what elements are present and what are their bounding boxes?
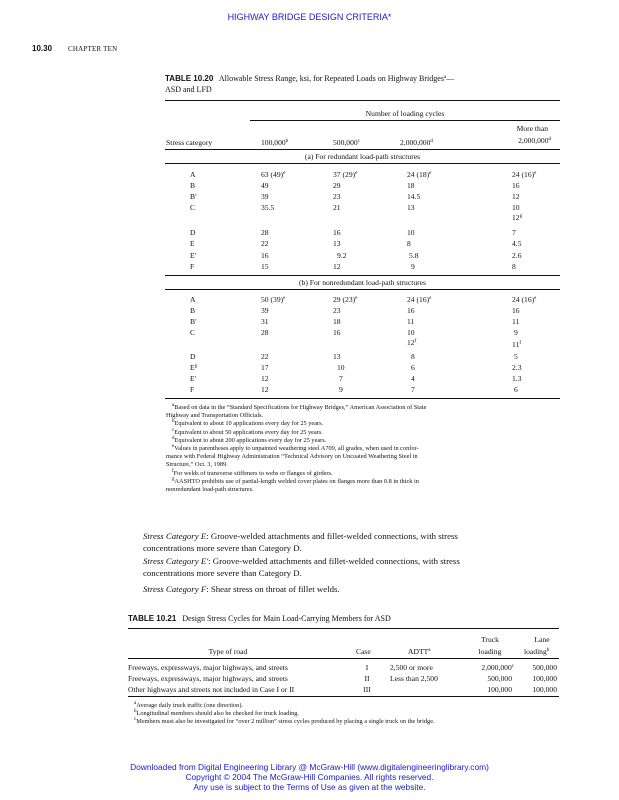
col-adtt: ADTT$^a$	[408, 647, 431, 656]
table-cell: 2.3	[512, 363, 522, 372]
caption-dash: —	[446, 74, 455, 83]
table-cell: 2,000,000$^c$	[481, 663, 514, 672]
table-cell: 13	[333, 352, 341, 361]
table-cell: 21	[333, 203, 341, 212]
table-cell: 2.6	[512, 251, 522, 260]
table-cell: 18	[333, 317, 341, 326]
table-row-cat: B′	[190, 192, 197, 201]
table-cell: 5.8	[409, 251, 419, 260]
table-cell: 7	[339, 374, 343, 383]
table-cell: III	[363, 685, 371, 694]
group-header: Number of loading cycles	[365, 109, 445, 118]
table-row-type: Freeways, expressways, major highways, and streets	[128, 674, 288, 683]
table-cell: 12	[261, 374, 269, 383]
table-row-cat: D	[190, 228, 196, 237]
table-cell: 7	[512, 228, 516, 237]
table-rule-head	[165, 149, 560, 150]
table-cell: 23	[333, 306, 341, 315]
col-type-of-road: Type of road	[208, 647, 248, 656]
paragraph-stress-category-e-prime: Stress Category E′: Groove-welded attachments and fillet-welded connections, with stress concentrations more severe than Category D.	[143, 556, 460, 578]
caption-text: Design Stress Cycles for Main Load-Carrying Members for ASD	[182, 614, 391, 623]
table-cell: 12	[261, 385, 269, 394]
table-10-21-footnotes: $^a$Average daily truck traffic (one direction). $^b$Longitudinal members should also be checked for truck loading. $^c$Members must also be investigated for “over 2 million” stress cycles produced by placing a single truck on the bridge.	[134, 701, 435, 726]
table-rule-group	[250, 120, 560, 121]
paragraph-stress-category-e: Stress Category E: Groove-welded attachments and fillet-welded connections, with stress concentrations more severe than Category D.	[143, 531, 458, 553]
table-cell: 39	[261, 306, 269, 315]
footer-terms-link[interactable]: Any use is subject to the Terms of Use as given at the website.	[193, 782, 426, 792]
paragraph-stress-category-f: Stress Category F: Shear stress on throat of fillet welds.	[143, 584, 340, 594]
table-cell: 9	[514, 328, 518, 337]
table-cell: 11	[407, 317, 415, 326]
table-cell: 23	[333, 192, 341, 201]
table-cell: 8	[512, 262, 516, 271]
footer-download-link[interactable]: Downloaded from Digital Engineering Library @ McGraw-Hill (www.digitalengineeringlibrary.com)	[130, 762, 489, 772]
table-cell: 16	[261, 251, 269, 260]
col-case: Case	[356, 647, 371, 656]
col-2000000: 2,000,000$^d$	[400, 138, 433, 147]
table2-rule-top	[128, 628, 559, 629]
table-cell: 31	[261, 317, 269, 326]
table-cell: 18	[407, 181, 415, 190]
table-cell: 16	[333, 228, 341, 237]
table-row-cat: C	[190, 328, 196, 337]
table-cell: 15	[261, 262, 269, 271]
page-number: 10.30	[32, 44, 53, 53]
table-row-cat: D	[190, 352, 196, 361]
table-cell: 1.3	[512, 374, 522, 383]
table-row-cat: E′	[190, 251, 197, 260]
table-row-cat: E′	[190, 374, 197, 383]
section-a-label: (a) For redundant load-path structures	[304, 152, 421, 161]
table-row-cat: F	[190, 385, 195, 394]
table-row-cat: B	[190, 181, 196, 190]
table-cell: 11	[512, 317, 520, 326]
col-lane: Lane	[534, 635, 550, 644]
table-cell: 13	[407, 203, 415, 212]
table-cell: 29 $(23)^e$	[333, 295, 358, 304]
col-stress-category: Stress category	[166, 138, 213, 147]
table-cell: 12$^g$	[512, 213, 523, 222]
table-rule-top	[165, 100, 560, 101]
table-cell: Less than 2,500	[390, 674, 438, 683]
table-cell: 37 $(29)^e$	[333, 170, 358, 179]
col-more-than: More than	[516, 124, 548, 133]
table-cell: 24 $(18)^e$	[407, 170, 432, 179]
footer-copyright: Copyright © 2004 The McGraw-Hill Companies. All rights reserved.	[185, 772, 434, 782]
col-truck: Truck	[481, 635, 499, 644]
table2-rule-bottom	[128, 696, 559, 697]
table-cell: 49	[261, 181, 269, 190]
table-row-cat: A	[190, 295, 196, 304]
table-row-cat: E	[190, 239, 195, 248]
table-cell: 24 $(16)^e$	[512, 295, 537, 304]
col-more-than-value: 2,000,000$^d$	[518, 136, 551, 145]
table-10-20-footnotes: $^a$Based on data in the “Standard Specifications for Highway Bridges,” American Association of State Highway and Transportation Officials. $^b$Equivalent to about 10 applications every day for 25 years. $^c$Equivalent to about 50 applications every day for 25 years. $^d$Equivalent to about 200 applications every day for 25 years. $^e$Values in parentheses apply to unpainted weathering steel A709, all grades, when used in confor- mance with Federal Highway Administration “Technical Advisory on Uncoated Weathering Steel in Structure,” Oct. 3, 1989. $^f$For welds of transverse stiffeners to webs or flanges of girders. $^g$AASHTO prohibits use of partial-length welded cover plates on flanges more than 0.8 in thick in nonredundant load-path structures.	[166, 403, 427, 494]
table-cell: 16	[333, 328, 341, 337]
table-cell: 13	[333, 239, 341, 248]
table-cell: 17	[261, 363, 269, 372]
table-row-cat: F	[190, 262, 195, 271]
table-label: TABLE 10.21	[128, 614, 177, 623]
table-cell: 28	[261, 328, 269, 337]
table-cell: 28	[261, 228, 269, 237]
table-cell: 8	[407, 239, 411, 248]
table-row-type: Other highways and streets not included in Case I or II	[128, 685, 295, 694]
table-cell: 12$^f$	[407, 338, 417, 347]
table-cell: 22	[261, 352, 269, 361]
section-b-label: (b) For nonredundant load-path structures	[299, 278, 426, 287]
table-cell: 8	[411, 352, 415, 361]
table-cell: 24 $(16)^e$	[407, 295, 432, 304]
table-label: TABLE 10.20	[165, 74, 214, 83]
table-cell: 11$^f$	[512, 340, 521, 349]
table-cell: 16	[512, 181, 520, 190]
table-cell: 9	[339, 385, 343, 394]
col-500000: 500,000$^c$	[333, 138, 360, 147]
table-cell: 100,000	[532, 685, 557, 694]
table-row-cat: B	[190, 306, 196, 315]
table-row-type: Freeways, expressways, major highways, and streets	[128, 663, 288, 672]
table-cell: 12	[333, 262, 341, 271]
table-rule-section-b	[165, 289, 560, 290]
table-cell: 10	[407, 328, 415, 337]
table-cell: 24 $(16)^e$	[512, 170, 537, 179]
table-cell: 4.5	[512, 239, 522, 248]
table-rule-bottom	[165, 398, 560, 399]
table-cell: 10	[407, 228, 415, 237]
table-row-cat: C	[190, 203, 196, 212]
table-cell: 2,500 or more	[390, 663, 433, 672]
table-cell: 4	[411, 374, 415, 383]
table-row-cat: A	[190, 170, 196, 179]
table-cell: 10	[337, 363, 345, 372]
col-lane-l2: loading$^b$	[524, 647, 550, 656]
table-cell: 6	[514, 385, 518, 394]
table2-rule-head	[128, 658, 559, 659]
table-cell: 12	[512, 192, 520, 201]
table-cell: 35.5	[261, 203, 275, 212]
table-cell: 63 $(49)^e$	[261, 170, 286, 179]
table-cell: 6	[411, 363, 415, 372]
table-cell: 9	[411, 262, 415, 271]
col-100000: 100,000$^b$	[261, 138, 289, 147]
table-cell: 100,000	[532, 674, 557, 683]
caption-sup: a	[443, 75, 447, 80]
table-row-cat: $E^g$	[190, 363, 198, 372]
chapter-title: CHAPTER TEN	[68, 45, 118, 53]
table-cell: 100,000	[487, 685, 512, 694]
running-header: HIGHWAY BRIDGE DESIGN CRITERIA*	[227, 12, 392, 22]
table-cell: 16	[407, 306, 415, 315]
table-cell: 9.2	[337, 251, 347, 260]
table-cell: II	[364, 674, 370, 683]
caption-text-l2: ASD and LFD	[165, 85, 212, 94]
table-10-21-caption	[128, 613, 568, 624]
table-cell: 500,000	[487, 674, 512, 683]
table-cell: 14.5	[407, 192, 421, 201]
table-rule-mid	[165, 275, 560, 276]
table-cell: 7	[411, 385, 415, 394]
table-cell: 39	[261, 192, 269, 201]
table-cell: 50 $(39)^e$	[261, 295, 286, 304]
caption-text: Allowable Stress Range, ksi, for Repeated Loads on Highway Bridges	[218, 74, 444, 83]
table-rule-section-a	[165, 163, 560, 164]
table-cell: 500,000	[532, 663, 557, 672]
table-cell: 29	[333, 181, 341, 190]
table-row-cat: B′	[190, 317, 197, 326]
table-10-20-caption	[165, 73, 565, 95]
table-cell: 10	[512, 203, 520, 212]
table-cell: I	[365, 663, 369, 672]
col-truck-l2: loading	[478, 647, 502, 656]
table-cell: 16	[512, 306, 520, 315]
table-cell: 22	[261, 239, 269, 248]
table-cell: 5	[514, 352, 518, 361]
